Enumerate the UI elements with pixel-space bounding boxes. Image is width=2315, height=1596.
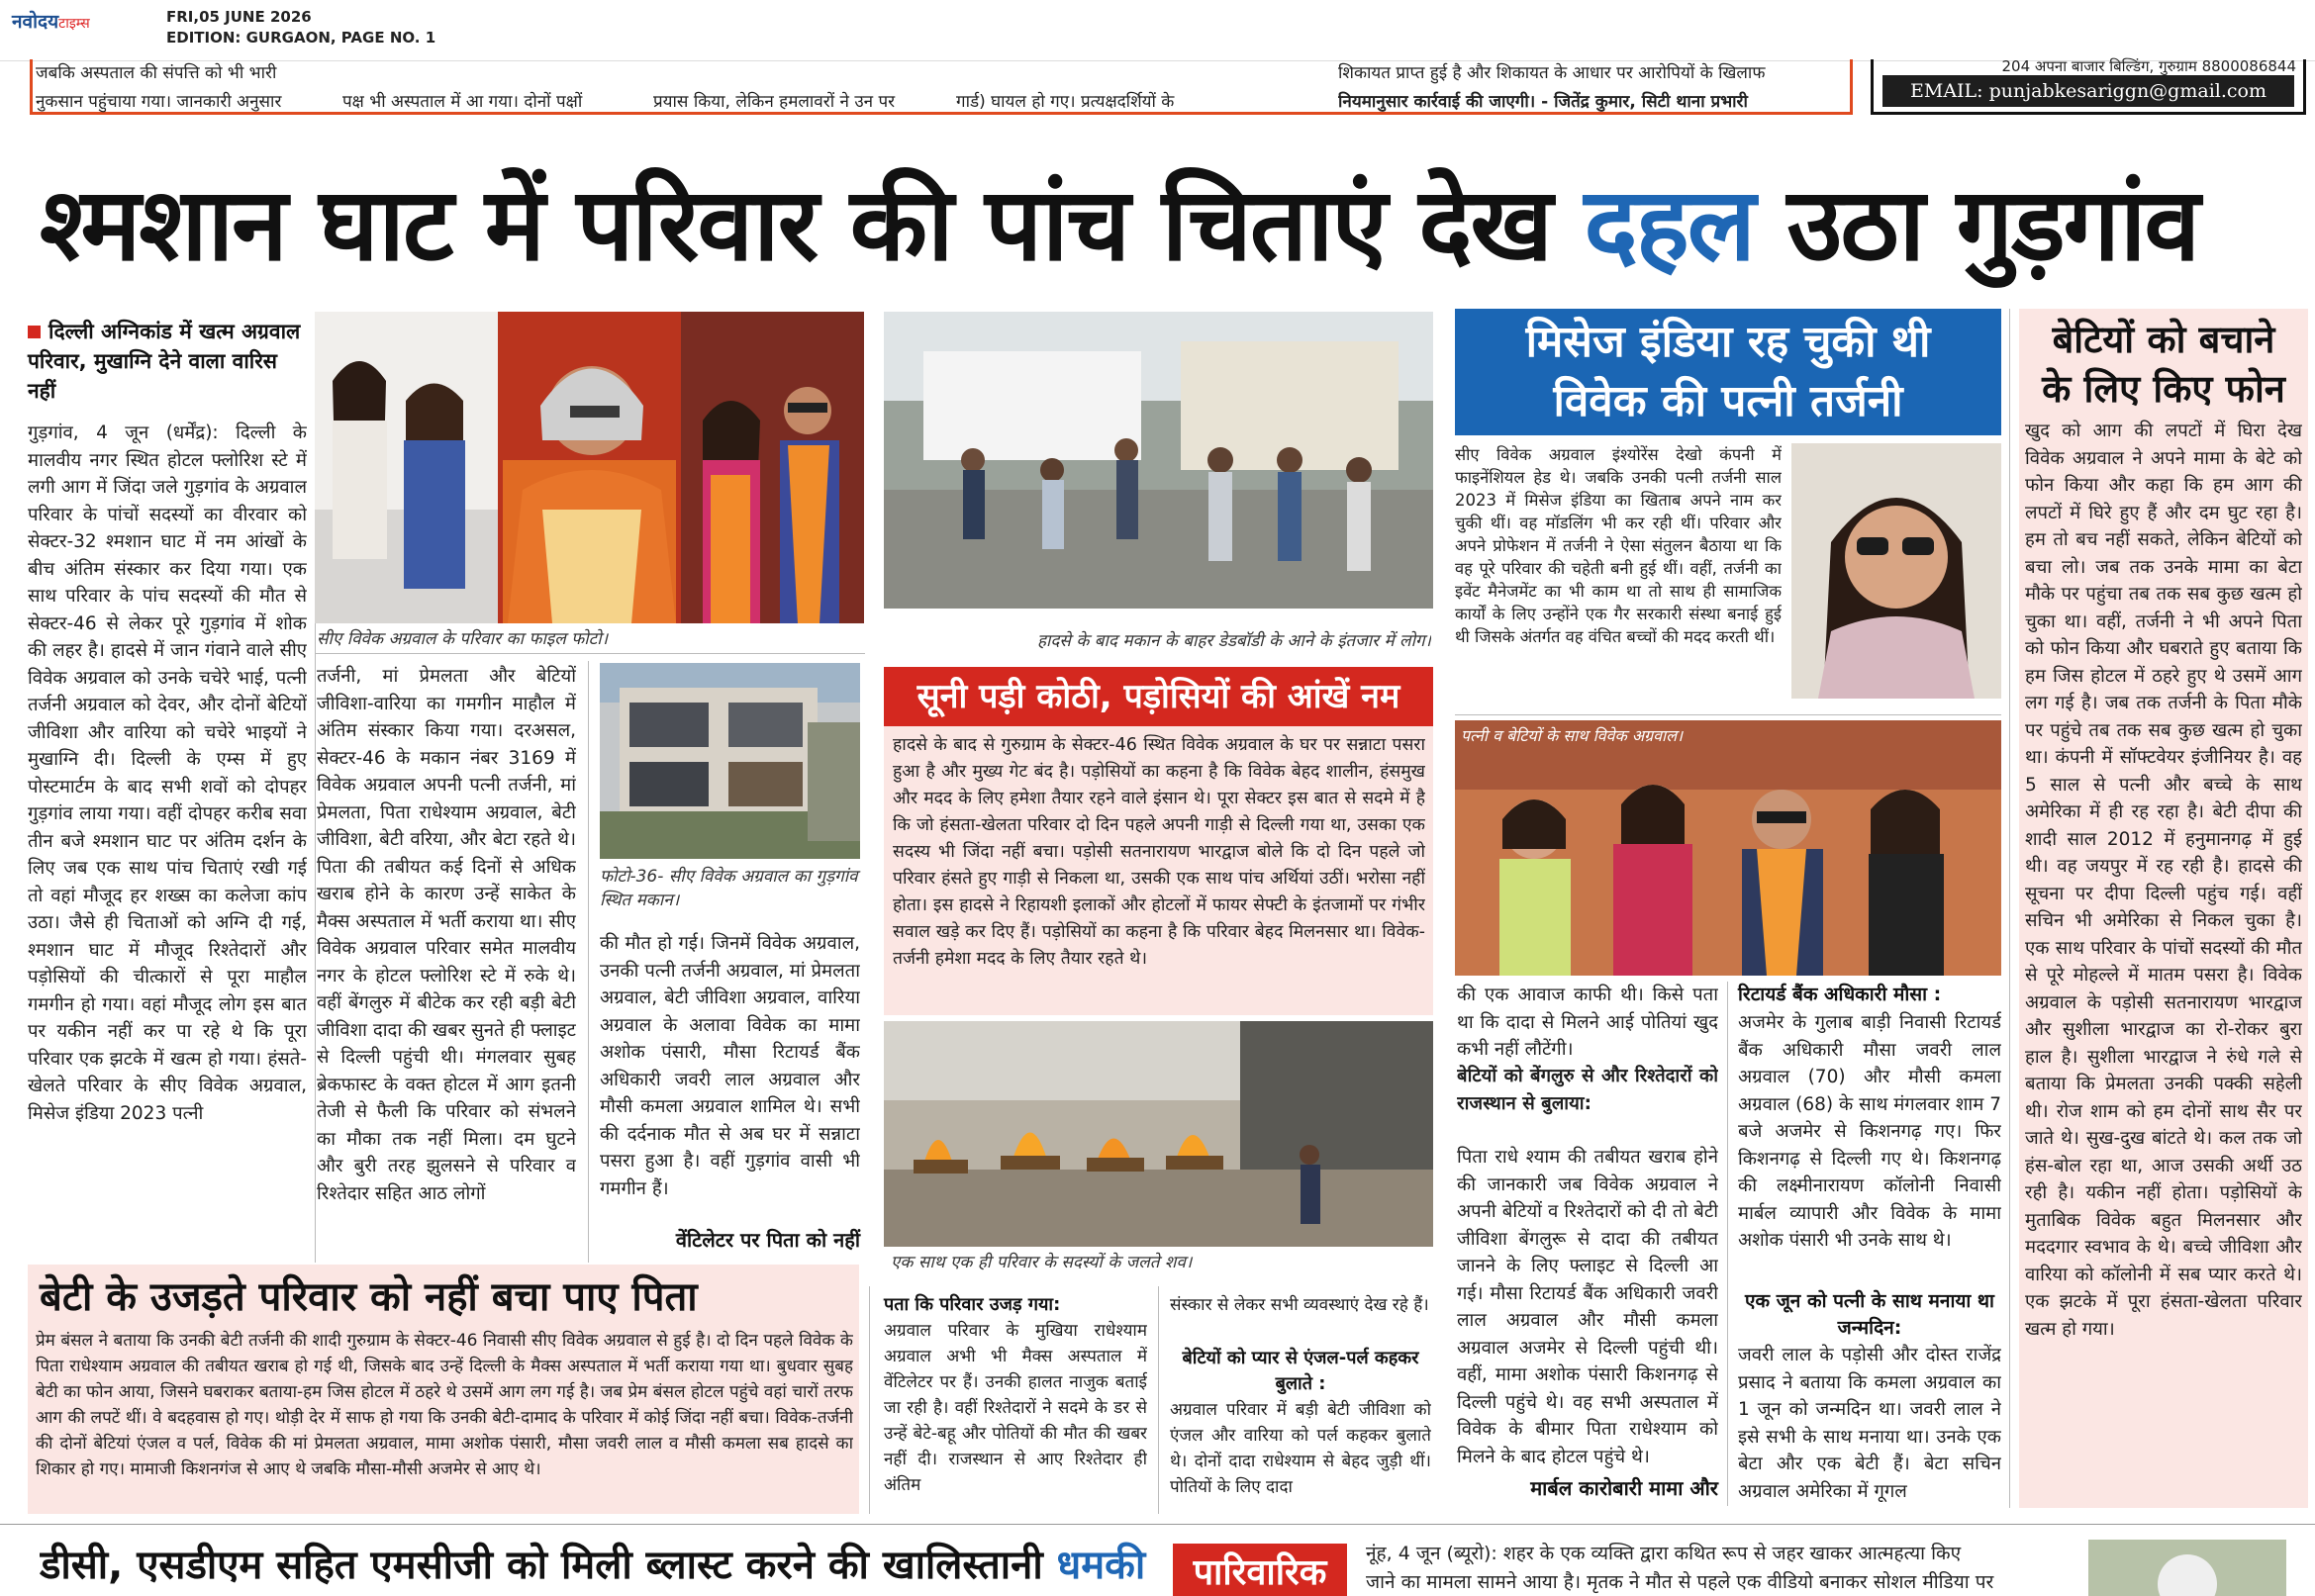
family-photo-art [315, 312, 864, 623]
col1-subhead [28, 317, 305, 406]
missindia-title-line: विवेक की पत्नी तर्जनी [1553, 376, 1903, 426]
bottom-story-line: जाने का मामला सामने आया है। मृतक ने मौत से पहले एक वीडियो बनाकर सोशल मीडिया पर [1366, 1571, 1994, 1593]
pata-body-2b: अग्रवाल परिवार में बड़ी बेटी जीविशा को एंजल और वारिया को पर्ल कहकर बुलाते थे। दोनों दादा राधेश्याम से बेहद जुड़ी थीं। पोतियों के लिए दादा [1170, 1400, 1431, 1497]
right-title-line: बेटियों को बचाने [2052, 318, 2275, 361]
family-file-photo [315, 312, 864, 623]
top-fragment-col3 [653, 59, 940, 117]
col3-subhead: वेंटिलेटर पर पिता को नहीं [675, 1228, 860, 1252]
pyre-photo-caption: एक साथ एक ही परिवार के सदस्यों के जलते शव। [891, 1253, 1193, 1272]
col6-subhead-2: एक जून को पत्नी के साथ मनाया था जन्मदिन: [1745, 1290, 1994, 1339]
missindia-title-line: मिसेज इंडिया रह चुकी थी [1525, 317, 1931, 367]
top-fragment-col5 [1338, 59, 1845, 117]
bottom-section-tag: पारिवारिक [1173, 1544, 1347, 1596]
bottom-rule [0, 1524, 2315, 1525]
col6-body-2: जवरी लाल के पड़ोसी और दोस्त राजेंद्र प्रसाद ने बताया कि कमला अग्रवाल का 1 जून को जन्मदिन था। जवरी लाल ने इसे सभी के साथ मनाया था। उनके एक बेटा और एक बेटी हैं। बेटा सचिन अग्रवाल अमेरिका में गूगल [1738, 1345, 2001, 1502]
top-fragment-col4 [956, 59, 1243, 117]
col5-subhead-2: मार्बल कारोबारी मामा और [1530, 1476, 1718, 1500]
logo-text: नवोदय [12, 11, 59, 33]
fragment-line: प्रयास किया, लेकिन हमलावरों ने उन पर [653, 92, 896, 112]
bottom-headline-highlight: धमकी [1056, 1543, 1146, 1588]
bottom-story [1366, 1540, 2078, 1596]
pata-subhead: पता कि परिवार उजड़ गया: [884, 1294, 1061, 1315]
sooni-headline: सूनी पड़ी कोठी, पड़ोसियों की आंखें नम [884, 667, 1433, 726]
family-group-photo [1455, 720, 2001, 976]
pata-body: अग्रवाल परिवार के मुखिया राधेश्याम अग्रवाल अभी भी मैक्स अस्पताल में वेंटिलेटर पर हैं। उनकी हालत नाजुक बताई जा रही है। वहीं रिश्तेदारों ने सदमे के डर से उन्हें बेटे-बहू और पोतियों की मौत की खबर नहीं दी। राजस्थान से आए रिश्तेदार ही अंतिम [884, 1321, 1147, 1495]
column-rule [2009, 309, 2010, 1508]
column-rule [588, 661, 589, 1263]
family-photo-caption-overlay: पत्नी व बेटियों के साथ विवेक अग्रवाल। [1461, 726, 1684, 745]
tarjani-photo [1791, 443, 2001, 699]
fragment-line: गार्ड) घायल हो गए। प्रत्यक्षदर्शियों के [956, 92, 1175, 112]
col3-body: की मौत हो गई। जिनमें विवेक अग्रवाल, उनकी पत्नी तर्जनी अग्रवाल, मां प्रेमलता अग्रवाल, बेटी जीविशा अग्रवाल, वारिया अग्रवाल के अलावा विवेक का मामा अशोक पंसारी, मौसा रिटायर्ड बैंक अधिकारी जवरी लाल अग्रवाल और मौसी कमला अग्रवाल शामिल थे। सभी की दर्दनाक मौत से अब घर में सन्नाटा पसरा हुआ है। वहीं गुड़गांव वासी भी गमगीन हैं। [600, 933, 860, 1199]
col1-body: गुड़गांव, 4 जून (धर्मेंद्र): दिल्ली के मालवीय नगर स्थित होटल फ्लोरिश स्टे में लगी आग में जिंदा जले गुड़गांव के अग्रवाल परिवार के पांचों सदस्यों का वीरवार को सेक्टर-32 श्मशान घाट में नम आंखों के बीच अंतिम संस्कार कर दिया गया। एक साथ परिवार के पांच सदस्यों की मौत से सेक्टर-46 से लेकर पूरे गुड़गांव में शोक की लहर है। हादसे में जान गंवाने वाले सीए विवेक अग्रवाल को उनके चचेरे भाई, पत्नी तर्जनी अग्रवाल को देवर, और दोनों बेटियों जीविशा और वारिया को चचेरे भाइयों ने मुखाग्नि दी। दिल्ली के एम्स में हुए पोस्टमार्टम के बाद सभी शवों को दोपहर गुड़गांव लाया गया। वहीं दोपहर करीब सवा तीन बजे श्मशान घाट पर अंतिम दर्शन के लिए जब एक साथ पांच चिताएं रखी गई तो वहां मौजूद हर शख्स का कलेजा कांप उठा। जैसे ही चिताओं को अग्नि दी गई, श्मशान घाट में मौजूद रिश्तेदारों और पड़ोसियों की चीत्कारों से पूरा माहौल गमगीन हो गया। वहां मौजूद लोग इस बात पर यकीन नहीं कर पा रहे थे कि पूरा परिवार एक झटके में खत्म हो गया। हंसते-खेलते परिवार के सीए विवेक अग्रवाल, मिसेज इंडिया 2023 पत्नी [28, 422, 307, 1124]
crowd-photo [884, 312, 1433, 609]
pyre-photo [884, 1021, 1433, 1247]
family-photo-caption: सीए विवेक अग्रवाल के परिवार का फाइल फोटो। [317, 629, 609, 649]
col6-body: अजमेर के गुलाब बाड़ी निवासी रिटायर्ड बैंक अधिकारी मौसा जवरी लाल अग्रवाल (70) और मौसी कमला अग्रवाल (68) के साथ मंगलवार शाम 7 बजे अजमेर से किशनगढ़ गए। फिर किशनगढ़ से दिल्ली गए थे। किशनगढ़ की लक्ष्मीनारायण कॉलोनी निवासी मार्बल व्यापारी और विवेक के मामा अशोक पंसारी भी उनके साथ थे। [1738, 1012, 2001, 1251]
beti-body: प्रेम बंसल ने बताया कि उनकी बेटी तर्जनी की शादी गुरुग्राम के सेक्टर-46 निवासी सीए विवेक अग्रवाल से हुई है। दो दिन पहले विवेक के पिता राधेश्याम अग्रवाल की तबीयत खराब हो गई थी, जिसके बाद उन्हें दिल्ली के मैक्स अस्पताल में भर्ती कराया गया था। बुधवार सुबह बेटी का फोन आया, जिसने घबराकर बताया-हम जिस होटल में ठहरे थे उसमें आग लग गई है। जब प्रेम बंसल होटल पहुंचे वहां चारों तरफ आग की लपटें थीं। वे बदहवास हो गए। थोड़ी देर में साफ हो गया कि उनकी बेटी-दामाद के परिवार में कोई जिंदा नहीं बचा। विवेक-तर्जनी की दोनों बेटियां एंजल व पर्ल, विवेक की मां प्रेमलता अग्रवाल, मामा अशोक पंसारी, मौसा जवरी लाल व मौसी कमला सब हादसे का शिकार हो गए। मामाजी किशनगंज से आए थे जबकि मौसा-मौसी अजमेर से आए थे। [36, 1331, 853, 1479]
crowd-photo-art [884, 312, 1433, 609]
dateline [166, 7, 435, 48]
bullet-icon [28, 326, 41, 338]
top-fragment-col1 [36, 59, 323, 117]
box-rule [1455, 714, 2001, 715]
right-body: खुद को आग की लपटों में घिरा देख विवेक अग्रवाल ने अपने मामा के बेटे को फोन किया और कहा कि हम आग की लपटों में घिरे हुए हैं और दम घुट रहा है। हम तो बच नहीं सकते, लेकिन बेटियों को बचा लो। जब तक उनके मामा का बेटा मौके पर पहुंचा तब तक सब कुछ खत्म हो चुका था। वहीं, तर्जनी ने भी अपने पिता को फोन किया और घबराते हुए बताया कि हम जिस होटल में ठहरे हुए थे उसमें आग लग गई है। जब तक तर्जनी के पिता मौके पर पहुंचे तब तक सब कुछ खत्म हो चुका था। कंपनी में सॉफ्टवेयर इंजीनियर है। वह 5 साल से पत्नी और बच्चे के साथ अमेरिका में ही रह रहा है। बेटी दीपा की शादी साल 2012 में हनुमानगढ़ में हुई थी। वह जयपुर में रह रही है। हादसे की सूचना पर दीपा दिल्ली पहुंच गई। वहीं सचिन भी अमेरिका से निकल चुका है। एक साथ परिवार के पांचों सदस्यों की मौत से पूरे मोहल्ले में मातम पसरा है। विवेक अग्रवाल के पड़ोसी सतनारायण भारद्वाज और सुशीला भारद्वाज का रो-रोकर बुरा हाल है। सुशीला भारद्वाज ने रुंधे गले से बताया कि प्रेमलता उनकी पक्की सहेली थी। रोज शाम को हम दोनों साथ सैर पर जाते थे। सुख-दुख बांटते थे। कल तक जो हंस-बोल रहा था, आज उसकी अर्थी उठ रही है। यकीन नहीं होता। पड़ोसियों के मुताबिक विवेक बहुत मिलनसार और मददगार स्वभाव के थे। बच्चे जीविशा और वारिया को कॉलोनी में सब प्यार करते थे। एक झटके में पूरा हंसता-खेलता परिवार खत्म हो गया। [2025, 421, 2302, 1340]
column-rule [1158, 1286, 1159, 1514]
right-title-line: के लिए किए फोन [2042, 367, 2285, 411]
caption-rule [315, 653, 865, 654]
headline-text: श्मशान घाट में परिवार की पांच चिताएं देख [40, 166, 1585, 284]
fragment-line: शिकायत प्राप्त हुई है और शिकायत के आधार पर आरोपियों के खिलाफ [1338, 63, 1766, 83]
col5-body: पिता राधे श्याम की तबीयत खराब होने की जानकारी जब विवेक अग्रवाल ने अपनी बेटियों व रिश्तेदारों को दी तो बेटी जीविशा बेंगलुरू से दादा की तबीयत जानने के लिए फ्लाइट से दिल्ली आ गई। मौसा रिटायर्ड बैंक अधिकारी जवरी लाल अग्रवाल और मौसी कमला अग्रवाल अजमेर से दिल्ली पहुंची थी। वहीं, मामा अशोक पंसारी किशनगढ़ से दिल्ली पहुंचे थे। वह सभी अस्पताल में विवेक के बीमार पिता राधेश्याम को मिलने के बाद होटल पहुंचे थे। [1457, 1147, 1718, 1467]
col6-subhead: रिटायर्ड बैंक अधिकारी मौसा : [1738, 984, 1942, 1005]
newspaper-logo [12, 8, 90, 34]
main-headline [40, 156, 2296, 295]
family-group-art [1455, 720, 2001, 976]
bottom-headline-text: डीसी, एसडीएम सहित एमसीजी को मिली ब्लास्ट करने की खालिस्तानी [40, 1543, 1057, 1588]
headline-text-end: उठा गुड़गांव [1753, 166, 2199, 284]
beti-headline: बेटी के उजड़ते परिवार को नहीं बचा पाए पिता [40, 1274, 698, 1320]
fragment-line: पक्ष भी अस्पताल में आ गया। दोनों पक्षों [342, 92, 583, 112]
headline-highlight: दहल [1584, 166, 1754, 284]
logo-suffix: टाइम्स [58, 16, 90, 32]
right-headline [2019, 315, 2308, 414]
fragment-line: नुकसान पहुंचाया गया। जानकारी अनुसार [36, 92, 282, 112]
sooni-body: हादसे के बाद से गुरुग्राम के सेक्टर-46 स्थित विवेक अग्रवाल के घर पर सन्नाटा पसरा हुआ है और मुख्य गेट बंद है। पड़ोसियों का कहना है कि विवेक बेहद शालीन, हंसमुख और मदद के लिए हमेशा तैयार रहने वाले इंसान थे। पूरा सेक्टर इस बात से सदमे में है कि जो हंसता-खेलता परिवार दो दिन पहले अपनी गाड़ी से दिल्ली गया था, उसका एक सदस्य भी जिंदा नहीं बचा। पड़ोसी सतनारायण भारद्वाज बोले कि दो दिन पहले जो परिवार हंसते हुए गाड़ी से निकला था, उसकी एक साथ पांच अर्थियां उठीं। भरोसा नहीं होता। इस हादसे ने रिहायशी इलाकों और होटलों में फायर सेफ्टी के इंतजामों पर गंभीर सवाल खड़े कर दिए हैं। पड़ोसियों का कहना है कि परिवार बेहद मिलनसार था। विवेक-तर्जनी हमेशा मदद के लिए तैयार रहते थे। [893, 735, 1425, 969]
house-photo [600, 663, 860, 859]
pata-subhead-2: बेटियों को प्यार से एंजल-पर्ल कहकर बुलाते : [1182, 1348, 1419, 1394]
edition-name: EDITION: GURGAON, PAGE NO. 1 [166, 29, 436, 47]
pyre-photo-art [884, 1021, 1433, 1247]
col2-body: तर्जनी, मां प्रेमलता और बेटियों जीविशा-वारिया का गमगीन माहौल में अंतिम संस्कार किया गया। दरअसल, सेक्टर-46 के मकान नंबर 3169 में विवेक अग्रवाल अपनी पत्नी तर्जनी, मां प्रेमलता, पिता राधेश्याम अग्रवाल, बेटी जीविशा, बेटी वरिया, और बेटा रहते थे। पिता की तबीयत कई दिनों से अधिक खराब होने के कारण उन्हें साकेत के मैक्स अस्पताल में भर्ती कराया था। सीए विवेक अग्रवाल परिवार समेत मालवीय नगर के होटल फ्लोरिश स्टे में रुके थे। वहीं बेंगलुरु में बीटेक कर रही बड़ी बेटी जीविशा दादा की खबर सुनते ही फ्लाइट से दिल्ली पहुंची थी। मंगलवार सुबह ब्रेकफास्ट के वक्त होटल में आग इतनी तेजी से फैली कि परिवार को संभलने का मौका तक नहीं मिला। दम घुटने और बुरी तरह झुलसने से परिवार व रिश्तेदार सहित आठ लोगों [317, 666, 576, 1204]
house-photo-art [600, 663, 860, 859]
top-fragment-col2 [342, 59, 629, 117]
contact-email[interactable]: EMAIL: punjabkesariggn@gmail.com [1882, 75, 2294, 107]
bottom-photo [2088, 1540, 2286, 1596]
bottom-story-line: नूंह, 4 जून (ब्यूरो): शहर के एक व्यक्ति द्वारा कथित रूप से जहर खाकर आत्महत्या किए [1366, 1543, 1962, 1564]
bottom-headline [40, 1536, 1148, 1596]
col5-subhead: बेटियों को बेंगलुरु से और रिश्तेदारों को राजस्थान से बुलाया: [1457, 1066, 1718, 1114]
col1-subhead-text: दिल्ली अग्निकांड में खत्म अग्रवाल परिवार, मुखाग्नि देने वाला वारिस नहीं [28, 320, 301, 403]
house-photo-caption: फोटो-36- सीए विवेक अग्रवाल का गुड़गांव स्थित मकान। [600, 867, 858, 910]
col5-body-top: की एक आवाज काफी थी। किसे पता था कि दादा से मिलने आई पोतियां खुद कभी नहीं लौटेंगी। [1457, 985, 1718, 1060]
missindia-headline [1455, 309, 2001, 435]
bottom-photo-art [2088, 1540, 2286, 1596]
edition-date: FRI,05 JUNE 2026 [166, 8, 312, 26]
column-rule [869, 1286, 870, 1514]
contact-address: 204 अपना बाजार बिल्डिंग, गुरुग्राम 8800086844 [2001, 57, 2296, 75]
fragment-line: जबकि अस्पताल की संपत्ति को भी भारी [36, 63, 277, 83]
column-rule [1727, 982, 1728, 1506]
pata-body-2a: संस्कार से लेकर सभी व्यवस्थाएं देख रहे हैं। [1170, 1295, 1429, 1315]
missindia-body: सीए विवेक अग्रवाल इंश्योरेंस देखो कंपनी में फाइनेंशियल हेड थे। जबकि उनकी पत्नी तर्जनी साल 2023 में मिसेज इंडिया का खिताब अपने नाम कर चुकी थीं। वह मॉडलिंग भी कर रही थीं। परिवार और अपने प्रोफेशन में तर्जनी ने ऐसा संतुलन बैठाया था कि वह पूरे परिवार की चहेती बनी हुई थीं। वहीं, तर्जनी का इवेंट मैनेजमेंट का भी काम था तो साथ ही सामाजिक कार्यों के लिए उन्होंने एक गैर सरकारी संस्था बनाई हुई थी जिसके अंतर्गत वह वंचित बच्चों की मदद करती थीं। [1455, 445, 1782, 646]
fragment-line: नियमानुसार कार्रवाई की जाएगी। - जितेंद्र कुमार, सिटी थाना प्रभारी [1338, 92, 1748, 112]
crowd-photo-caption: हादसे के बाद मकान के बाहर डेडबॉडी के आने के इंतजार में लोग। [1036, 631, 1431, 651]
tarjani-photo-art [1791, 443, 2001, 699]
